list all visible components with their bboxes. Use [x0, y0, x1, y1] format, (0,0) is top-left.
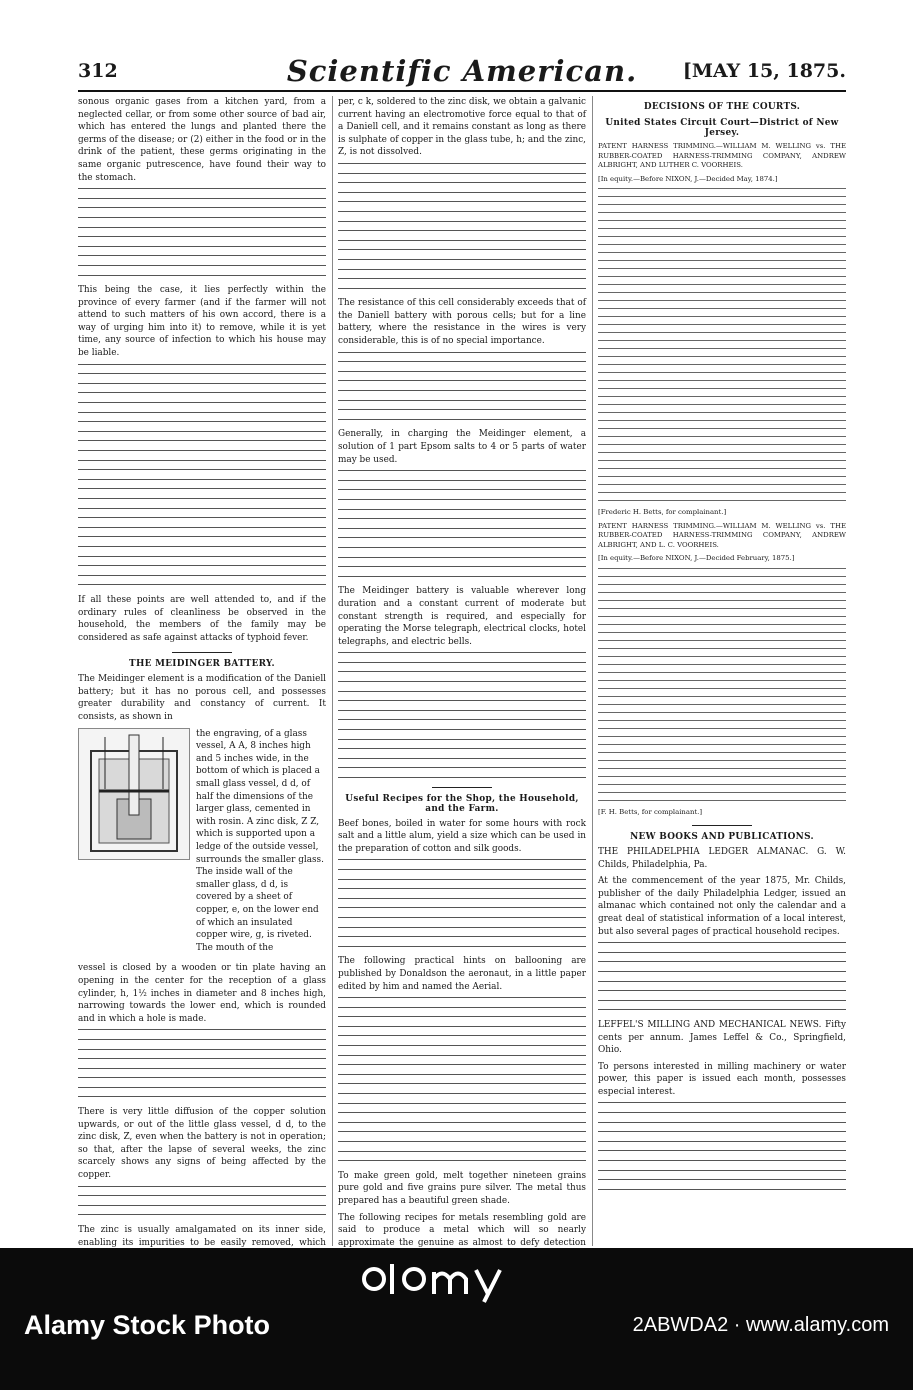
- case-signature: [Frederic H. Betts, for complainant.]: [598, 508, 727, 516]
- column-3: [598, 96, 846, 1246]
- paragraph: At the commencement of the year 1875, Mr. Childs, publisher of the daily Philadelphia Ledger, issued an almanac which contained not only the calendar and a great deal of statistical information of a local interest, but also several pages of practical household recipes.: [598, 876, 846, 937]
- section-title: Useful Recipes for the Shop, the Household, and the Farm.: [345, 793, 579, 814]
- paragraph: There is very little diffusion of the copper solution upwards, or out of the little glass vessel, d d, to the zinc disk, Z, even when the battery is not in operation; so that, after the lapse of several weeks, the zinc scarcely shows any signs of being affected by the copper.: [78, 1107, 326, 1181]
- section-subtitle: United States Circuit Court—District of New Jersey.: [605, 118, 839, 138]
- paragraph: sonous organic gases from a kitchen yard, from a neglected cellar, or from some other source of bad air, which has entered the lungs and planted there the germs of the disease; or (2) either in the food or in the drink of the patient, these germs originating in the same organic putrescence, have found their way to the stomach.: [78, 97, 326, 183]
- body-text-lines: [338, 352, 586, 420]
- paragraph: The zinc is usually amalgamated on its inner side, enabling its impurities to be easily removed, which: [78, 1225, 326, 1248]
- paragraph: To make green gold, melt together nineteen grains pure gold and five grains pure silver. The metal thus prepared has a beautiful green shade.: [338, 1170, 586, 1206]
- section-divider: [692, 825, 752, 826]
- paragraph: The Meidinger battery is valuable wherever long duration and a constant current of moderate but constant strength is required, and especially for operating the Morse telegraph, electrical clocks, hotel telegraphs, and electric bells.: [338, 586, 586, 647]
- paragraph: per, c k, soldered to the zinc disk, we obtain a galvanic current having an electromotive force equal to that of a Daniell cell, and it remains constant as long as there is sulphate of copper in the glass tube, h; and the zinc, Z, is not dissolved.: [338, 97, 586, 158]
- column-divider: [332, 96, 333, 1246]
- case-court: [In equity.—Before NIXON, J.—Decided May, 1874.]: [598, 174, 778, 183]
- paragraph: The resistance of this cell considerably exceeds that of the Daniell battery with porous cells; but for a line battery, where the resistance in the wires is very considerable, this is of no special importance.: [338, 298, 586, 347]
- column-1: [78, 96, 326, 1246]
- body-text-lines: [338, 859, 586, 946]
- header-rule: [78, 90, 846, 92]
- paragraph: To persons interested in milling machinery or water power, this paper is issued each month, possesses especial interest.: [598, 1061, 846, 1097]
- body-text-lines: [78, 364, 326, 586]
- body-text-lines: [78, 188, 326, 275]
- column-2: [338, 96, 586, 1246]
- fine-print-lines: [598, 568, 846, 801]
- case-court: [In equity.—Before NIXON, J.—Decided February, 1875.]: [598, 554, 795, 562]
- body-text-lines: [338, 652, 586, 778]
- paragraph: If all these points are well attended to, and if the ordinary rules of cleanliness be observed in the household, the members of the family may be considered as safe against attacks of typhoid fever.: [78, 594, 326, 643]
- paragraph: vessel is closed by a wooden or tin plate having an opening in the center for the reception of a glass cylinder, h, 1½ inches in diameter and 8 inches high, narrowing towards the lower end, which is rounded and in which a hole is made.: [78, 963, 326, 1024]
- alamy-logo-icon: [360, 1256, 553, 1302]
- paragraph: LEFFEL'S MILLING AND MECHANICAL NEWS. Fifty cents per annum. James Leffel & Co., Springfield, Ohio.: [598, 1019, 846, 1056]
- body-text-lines: [598, 1102, 846, 1189]
- case-title: PATENT HARNESS TRIMMING.—WILLIAM M. WELLING vs. THE RUBBER-COATED HARNESS-TRIMMING COMPANY, ANDREW ALBRIGHT, AND LUTHER C. VOORHEIS.: [598, 142, 846, 169]
- section-divider: [172, 652, 232, 653]
- figure-caption-text: the engraving, of a glass vessel, A A, 8 inches high and 5 inches wide, in the bottom of which is placed a small glass vessel, d d, of half the dimensions of the larger glass, cemented in with rosin. A zinc disk, Z Z, which is supported upon a ledge of the outside vessel, surrounds the smaller glass. The inside wall of the smaller glass, d d, is covered by a sheet of copper, e, on the lower end of which an insulated copper wire, g, is riveted. The mouth of the: [196, 728, 324, 953]
- column-divider: [592, 96, 593, 1246]
- battery-illustration-icon: [79, 729, 189, 859]
- page-number: 312: [78, 60, 118, 82]
- paragraph: The following recipes for metals resembling gold are said to produce a metal which will so nearly approximate the genuine as almost to defy detection: [338, 1212, 586, 1248]
- watermark-bar: [0, 1248, 913, 1390]
- watermark-left-text: Alamy Stock Photo: [24, 1310, 271, 1340]
- paragraph: Generally, in charging the Meidinger element, a solution of 1 part Epsom salts to 4 or 5 parts of water may be used.: [338, 429, 586, 465]
- section-title: NEW BOOKS AND PUBLICATIONS.: [630, 832, 814, 842]
- body-text-lines: [78, 1029, 326, 1097]
- paragraph: THE PHILADELPHIA LEDGER ALMANAC. G. W. Childs, Philadelphia, Pa.: [598, 847, 846, 870]
- watermark-right-text: 2ABWDA2 · www.alamy.com: [632, 1314, 889, 1336]
- body-text-lines: [78, 1186, 326, 1216]
- paragraph: Beef bones, boiled in water for some hours with rock salt and a little alum, yield a size which can be used in the preparation of cotton and silk goods.: [338, 818, 586, 854]
- case-title: PATENT HARNESS TRIMMING.—WILLIAM M. WELLING vs. THE RUBBER-COATED HARNESS-TRIMMING COMPANY, ANDREW ALBRIGHT, AND L. C. VOORHEIS.: [598, 521, 846, 549]
- body-text-lines: [338, 470, 586, 577]
- paragraph: The following practical hints on ballooning are published by Donaldson the aeronaut, in a little paper edited by him and named the Aerial.: [338, 956, 586, 992]
- case-signature: [F. H. Betts, for complainant.]: [598, 807, 703, 816]
- paragraph: This being the case, it lies perfectly within the province of every farmer (and if the farmer will not attend to such matters of his own accord, there is a way of urging him into it) to remove, while it is yet time, any source of infection to which his house may be liable.: [78, 285, 326, 359]
- masthead-title: Scientific American.: [286, 54, 638, 88]
- battery-figure: [78, 728, 190, 860]
- body-text-lines: [338, 997, 586, 1161]
- fine-print-lines: [598, 188, 846, 501]
- paragraph: The Meidinger element is a modification of the Daniell battery; but it has no porous cell, and possesses greater durability and constancy of current. It consists, as shown in: [78, 674, 326, 723]
- issue-date: [MAY 15, 1875.: [682, 60, 846, 82]
- newspaper-page: [78, 56, 846, 1248]
- body-text-lines: [598, 942, 846, 1010]
- page-header: [78, 56, 846, 90]
- section-title: THE MEIDINGER BATTERY.: [129, 659, 275, 670]
- figure-block: [78, 728, 326, 959]
- section-divider: [432, 787, 492, 788]
- section-title: DECISIONS OF THE COURTS.: [643, 102, 801, 112]
- body-text-lines: [338, 163, 586, 289]
